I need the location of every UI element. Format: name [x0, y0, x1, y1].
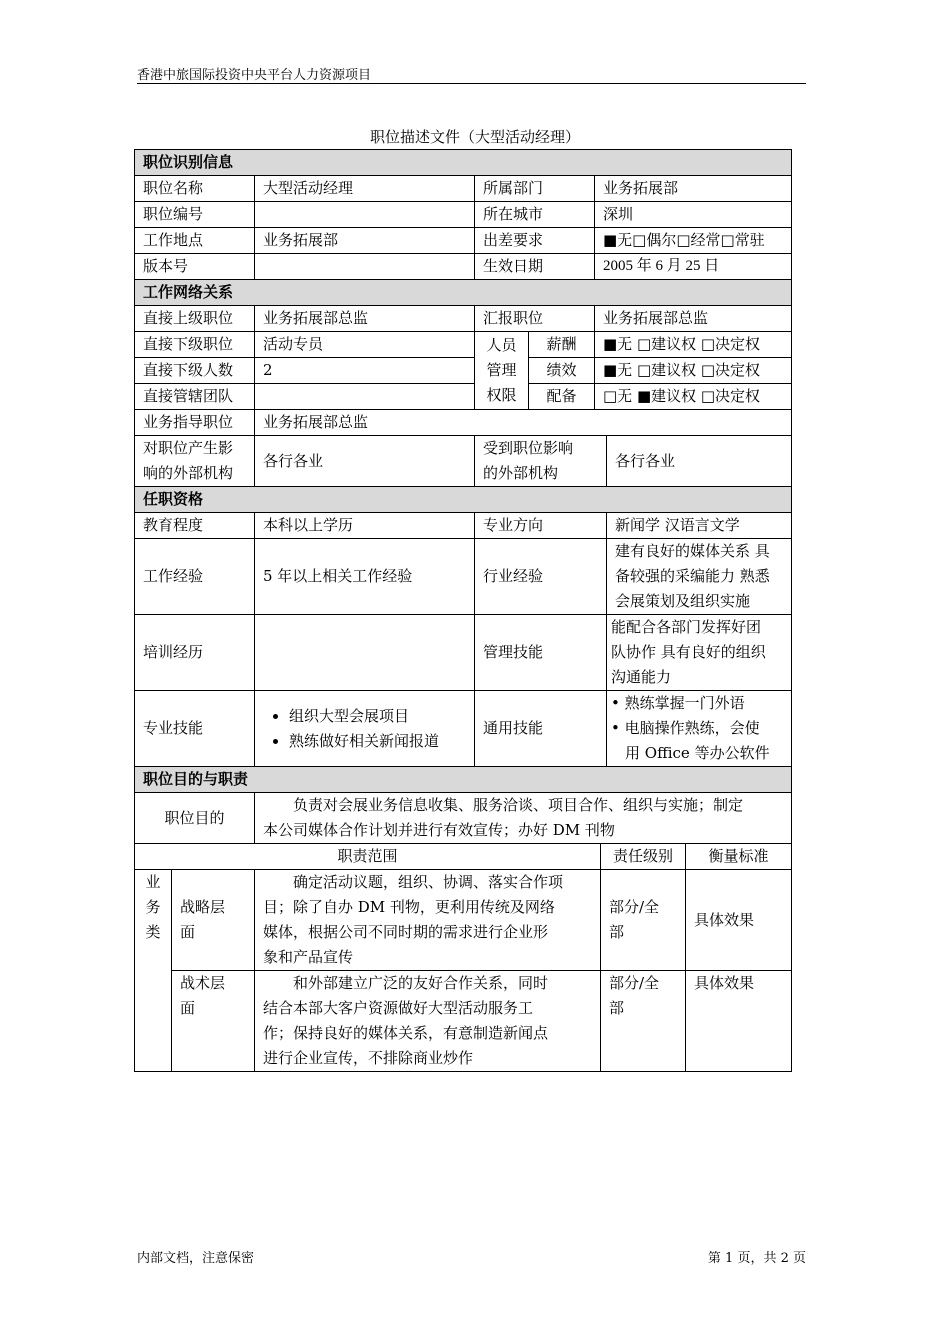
label-performance: 绩效	[529, 358, 595, 384]
label-location: 工作地点	[135, 228, 255, 254]
value-experience: 5 年以上相关工作经验	[255, 539, 475, 615]
label-training: 培训经历	[135, 615, 255, 691]
layer-strategic: 战略层 面	[172, 870, 255, 971]
level-tactical: 部分/全 部	[601, 971, 686, 1072]
value-ext-influence: 各行各业	[255, 436, 475, 487]
label-experience: 工作经验	[135, 539, 255, 615]
header-company: 香港中旅国际投资中央平台人力资源项目	[137, 68, 372, 83]
value-version	[255, 254, 475, 280]
value-training	[255, 615, 475, 691]
value-location: 业务拓展部	[255, 228, 475, 254]
value-staffing: □无 ■建议权 □决定权	[595, 384, 792, 410]
value-city: 深圳	[595, 202, 792, 228]
label-purpose: 职位目的	[135, 793, 255, 844]
value-industry: 建有良好的媒体关系 具 备较强的采编能力 熟悉 会展策划及组织实施	[607, 539, 792, 615]
value-education: 本科以上学历	[255, 513, 475, 539]
value-report: 业务拓展部总监	[595, 306, 792, 332]
value-salary: ■无 □建议权 □决定权	[595, 332, 792, 358]
label-version: 版本号	[135, 254, 255, 280]
label-education: 教育程度	[135, 513, 255, 539]
document-title: 职位描述文件（大型活动经理）	[369, 128, 580, 146]
label-mgmt-skills: 管理技能	[475, 615, 607, 691]
label-pro-skills: 专业技能	[135, 691, 255, 767]
section-identification: 职位识别信息	[135, 150, 792, 176]
duty-text-strategic: 确定活动议题，组织、协调、落实合作项 目；除了自办 DM 刊物，更利用传统及网络 媒体，根据公司不同时期的需求进行企业形 象和产品宣传	[255, 870, 601, 971]
label-department: 所属部门	[475, 176, 595, 202]
value-travel: ■无□偶尔□经常□常驻	[595, 228, 792, 254]
value-position-name: 大型活动经理	[255, 176, 475, 202]
job-description-table	[134, 149, 792, 844]
value-pro-skills	[255, 691, 475, 767]
label-guidance: 业务指导职位	[135, 410, 255, 436]
header-scope-cell: 职责范围	[135, 844, 601, 870]
list-item: • 组织大型会展项目	[289, 704, 466, 729]
label-travel: 出差要求	[475, 228, 595, 254]
label-authority: 人员 管理 权限	[475, 332, 529, 410]
label-major: 专业方向	[475, 513, 607, 539]
label-industry: 行业经验	[475, 539, 607, 615]
pro-skills-list	[263, 704, 466, 754]
value-mgmt-skills: 能配合各部门发挥好团 队协作 具有良好的组织 沟通能力	[607, 615, 792, 691]
label-ext-affected: 受到职位影响 的外部机构	[475, 436, 607, 487]
section-duties: 职位目的与职责	[135, 767, 792, 793]
label-effective-date: 生效日期	[475, 254, 595, 280]
value-ext-affected: 各行各业	[607, 436, 792, 487]
value-purpose: 负责对会展业务信息收集、服务洽谈、项目合作、组织与实施；制定 本公司媒体合作计划并进行有效宣传；办好 DM 刊物	[255, 793, 792, 844]
label-report: 汇报职位	[475, 306, 595, 332]
value-general-skills: • 熟练掌握一门外语 • 电脑操作熟练，会使 用 Office 等办公软件	[607, 691, 792, 767]
label-general-skills: 通用技能	[475, 691, 607, 767]
value-sub-count: 2	[255, 358, 475, 384]
label-team: 直接管辖团队	[135, 384, 255, 410]
footer-page-number: 第 1 页，共 2 页	[707, 1251, 806, 1266]
footer-confidential: 内部文档，注意保密	[137, 1251, 255, 1266]
section-qualifications: 任职资格	[135, 487, 792, 513]
value-effective-date: 2005 年 6 月 25 日	[595, 254, 792, 280]
value-guidance: 业务拓展部总监	[255, 410, 792, 436]
bullet-icon: •	[611, 719, 625, 737]
value-superior: 业务拓展部总监	[255, 306, 475, 332]
section-network: 工作网络关系	[135, 280, 792, 306]
duties-detail-table	[134, 843, 792, 1072]
value-performance: ■无 □建议权 □决定权	[595, 358, 792, 384]
label-position-code: 职位编号	[135, 202, 255, 228]
value-position-code	[255, 202, 475, 228]
list-item: • 熟练做好相关新闻报道	[289, 729, 466, 754]
label-subordinate: 直接下级职位	[135, 332, 255, 358]
header-divider	[137, 83, 806, 84]
label-superior: 直接上级职位	[135, 306, 255, 332]
layer-tactical: 战术层 面	[172, 971, 255, 1072]
header-level-cell: 责任级别	[601, 844, 686, 870]
value-department: 业务拓展部	[595, 176, 792, 202]
label-staffing: 配备	[529, 384, 595, 410]
label-city: 所在城市	[475, 202, 595, 228]
category-business: 业 务 类	[135, 870, 172, 1072]
level-strategic: 部分/全 部	[601, 870, 686, 971]
measure-strategic: 具体效果	[686, 870, 792, 971]
label-sub-count: 直接下级人数	[135, 358, 255, 384]
label-ext-influence: 对职位产生影 响的外部机构	[135, 436, 255, 487]
label-position-name: 职位名称	[135, 176, 255, 202]
value-major: 新闻学 汉语言文学	[607, 513, 792, 539]
bullet-icon: •	[611, 694, 625, 712]
measure-tactical: 具体效果	[686, 971, 792, 1072]
duty-text-tactical: 和外部建立广泛的友好合作关系，同时 结合本部大客户资源做好大型活动服务工 作；保持良好的媒体关系，有意制造新闻点 进行企业宣传，不排除商业炒作	[255, 971, 601, 1072]
value-team	[255, 384, 475, 410]
label-salary: 薪酬	[529, 332, 595, 358]
value-subordinate: 活动专员	[255, 332, 475, 358]
header-measure-cell: 衡量标准	[686, 844, 792, 870]
